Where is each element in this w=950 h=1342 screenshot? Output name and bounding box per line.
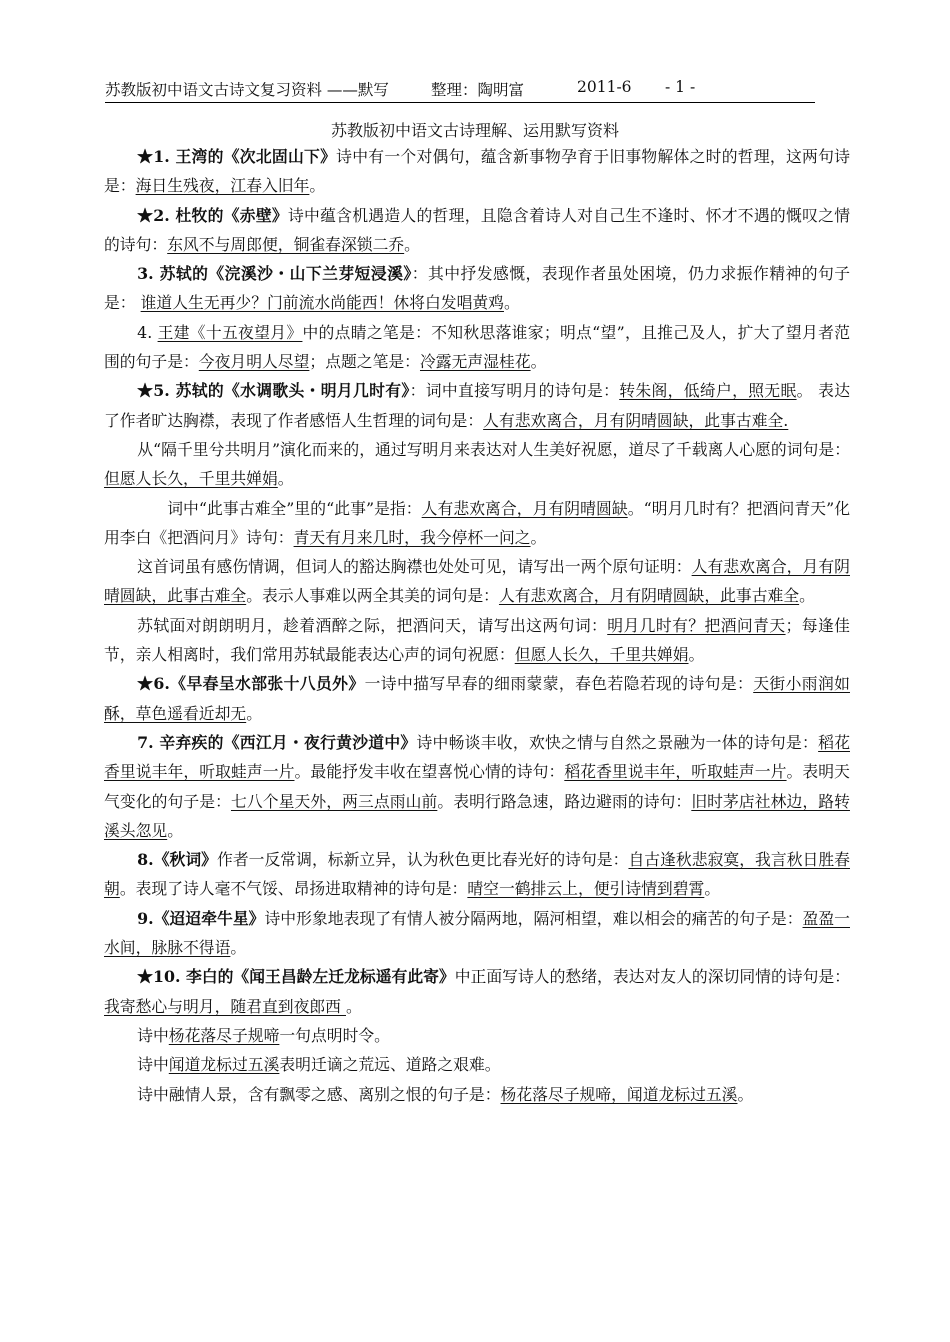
answer-text: 七八个星天外，两三点雨山前	[230, 791, 438, 811]
answer-text: 今夜月明人尽望	[198, 352, 310, 372]
answer-text: 盈盈一水间，脉脉不得语	[104, 908, 850, 958]
question-text: 一句点明时令。	[279, 1025, 390, 1045]
question-text: 一诗中描写早春的细雨蒙蒙，春色若隐若现的诗句是：	[364, 674, 754, 694]
document-title: 苏教版初中语文古诗理解、运用默写资料	[330, 121, 619, 140]
question-text: 中正面写诗人的愁绪，表达对友人的深切同情的诗句是：	[454, 967, 850, 987]
question-text: 。	[167, 820, 184, 840]
paragraph	[104, 962, 850, 1021]
poem-reference: ★5. 苏轼的《水调歌头・明月几时有》	[137, 381, 410, 401]
question-text: 。表明行路急速，路边避雨的诗句：	[437, 791, 692, 811]
answer-text: 转朱阁，低绮户，照无眠	[619, 381, 797, 401]
answer-text: 海日生残夜，江春入旧年	[135, 176, 310, 196]
answer-text: 天街小雨润如酥，草色遥看近却无	[104, 674, 850, 723]
answer-text: 谁道人生无再少？门前流水尚能西！休将白发唱黄鸡	[140, 293, 504, 313]
answer-text: 明月几时有？把酒问青天	[607, 615, 786, 635]
answer-text: 杨花落尽子规啼	[168, 1025, 280, 1045]
question-text: 作者一反常调，标新立异，认为秋色更比春光好的诗句是：	[217, 850, 629, 870]
question-text: ；点题之笔是：	[309, 352, 420, 372]
paragraph	[104, 259, 850, 318]
question-text: 诗中有一个对偶句，蕴含新事物孕育于旧事物解体之时的哲理，这两句诗是：	[104, 147, 850, 196]
poem-reference: ★1. 王湾的《次北固山下》	[137, 147, 337, 166]
poem-reference: ★10. 李白的《闻王昌龄左迁龙标遥有此寄》	[137, 967, 455, 987]
question-text: 。表明天气变化的句子是：	[104, 762, 850, 811]
question-text: 。	[345, 996, 362, 1016]
header-source: 苏教版初中语文古诗文复习资料 ——默写	[105, 81, 389, 99]
answer-text: 自古逢秋悲寂寞，我言秋日胜春朝	[104, 850, 850, 899]
question-text: 。表现了诗人毫不气馁、昂扬进取精神的诗句是：	[119, 879, 468, 899]
answer-text: 稻花香里说丰年，听取蛙声一片	[104, 732, 850, 782]
question-text: 。表示人事难以两全其美的词句是：	[246, 586, 499, 606]
paragraph	[104, 1021, 850, 1050]
question-text: 。 表达了作者旷达胸襟，表现了作者感悟人生哲理的词句是：	[104, 381, 850, 430]
header-date: 2011-6	[577, 78, 632, 96]
question-text: 。	[309, 176, 326, 196]
paragraph	[104, 1080, 850, 1109]
poem-reference: ★2. 杜牧的《赤壁》	[137, 205, 288, 225]
question-text: 诗中蕴含机遇造人的哲理，且隐含着诗人对自己生不逢时、怀才不遇的慨叹之情的诗句：	[104, 205, 850, 254]
answer-text: 人有悲欢离合，月有阴晴圆缺，此事古难全.	[483, 410, 789, 430]
question-text: 诗中畅谈丰收，欢快之情与自然之景融为一体的诗句是：	[416, 732, 819, 752]
question-text: 。	[530, 527, 547, 547]
question-text: 。	[530, 352, 547, 372]
poem-reference: 8.《秋词》	[137, 850, 217, 870]
question-text: 表明迁谪之荒远、道路之艰难。	[279, 1055, 501, 1075]
question-text: 。	[246, 703, 262, 723]
question-text: 。	[277, 469, 294, 489]
paragraph	[104, 435, 850, 494]
document-body	[104, 142, 850, 1109]
answer-text: 冷露无声湿桂花	[419, 352, 531, 372]
question-text: 。	[688, 645, 705, 665]
paragraph	[104, 201, 850, 260]
poem-reference: 7. 辛弃疾的《西江月・夜行黄沙道中》	[137, 732, 417, 752]
question-text: 词中“此事古难全”里的“此事”是指：	[167, 498, 422, 518]
question-text: 诗中	[137, 1025, 169, 1045]
answer-text: 王建《十五夜望月》	[157, 322, 303, 342]
paragraph	[104, 552, 850, 611]
answer-text: 人有悲欢离合，月有阴晴圆缺，此事古难全	[104, 557, 850, 606]
paragraph	[104, 318, 850, 377]
question-text: ：词中直接写明月的诗句是：	[409, 381, 620, 401]
question-text: 诗中形象地表现了有情人被分隔两地，隔河相望，难以相会的痛苦的句子是：	[264, 908, 803, 928]
answer-text: 青天有月来几时，我今停杯一问之	[293, 527, 531, 547]
question-text: 。“明月几时有？把酒问青天”化用李白《把酒问月》诗句：	[104, 498, 850, 547]
poem-reference: 3. 苏轼的《浣溪沙・山下兰芽短浸溪》	[137, 264, 412, 284]
question-text: 中的点睛之笔是：不知秋思落谁家；明点“望”，且推己及人，扩大了望月者范围的句子是：	[104, 322, 851, 372]
answer-text: 东风不与周郎便，铜雀春深锁二乔	[167, 234, 405, 254]
answer-text: 晴空一鹤排云上，便引诗情到碧霄	[467, 879, 705, 899]
answer-text: 稻花香里说丰年，听取蛙声一片	[564, 762, 787, 782]
question-text: 诗中融情人景，含有飘零之感、离别之恨的句子是：	[137, 1084, 501, 1104]
poem-reference: ★6.《早春呈水部张十八员外》	[137, 674, 365, 694]
paragraph	[104, 669, 850, 728]
paragraph	[104, 904, 850, 963]
question-text: 。	[404, 234, 420, 254]
question-text: 这首词虽有感伤情调，但词人的豁达胸襟也处处可见，请写出一两个原句证明：	[137, 557, 692, 577]
question-text: 。	[737, 1084, 754, 1104]
answer-text: 人有悲欢离合，月有阴晴圆缺	[421, 498, 628, 518]
answer-text: 但愿人长久，千里共婵娟	[514, 645, 689, 665]
question-text: ；每逢佳节，亲人相离时，我们常用苏轼最能表达心声的词句祝愿：	[104, 615, 850, 665]
paragraph	[104, 494, 850, 553]
answer-text: 杨花落尽子规啼，闻道龙标过五溪	[500, 1084, 738, 1104]
answer-text: 但愿人长久，千里共婵娟	[104, 469, 278, 489]
answer-text: 旧时茅店社林边，路转溪头忽见	[104, 791, 850, 840]
poem-reference: 9.《迢迢牵牛星》	[137, 908, 265, 928]
question-text: ：其中抒发感慨，表现作者虽处困境，仍力求振作精神的句子是：	[104, 264, 850, 313]
question-text: 。	[799, 586, 815, 606]
paragraph	[104, 728, 850, 845]
paragraph	[104, 142, 850, 201]
paragraph	[104, 1050, 850, 1079]
question-text: 苏轼面对朗朗明月，趁着酒醉之际，把酒问天，请写出这两句词：	[137, 615, 608, 635]
question-text: 4.	[137, 322, 158, 342]
header-editor: 整理：陶明富	[431, 81, 525, 99]
paragraph	[104, 845, 850, 904]
question-text: 。最能抒发丰收在望喜悦心情的诗句：	[294, 762, 565, 782]
question-text: 诗中	[137, 1055, 169, 1075]
page-header	[105, 74, 815, 103]
question-text: 。	[704, 879, 721, 899]
question-text: 。	[230, 938, 247, 958]
question-text: 从“隔千里兮共明月”演化而来的，通过写明月来表达对人生美好祝愿，道尽了千载离人心愿的词句是：	[137, 439, 850, 459]
header-page-number: - 1 -	[665, 78, 696, 96]
answer-text: 人有悲欢离合，月有阴晴圆缺，此事古难全	[498, 586, 800, 606]
question-text: 。	[503, 293, 520, 313]
answer-text: 闻道龙标过五溪	[168, 1055, 280, 1075]
paragraph	[104, 611, 850, 670]
answer-text: 我寄愁心与明月，随君直到夜郎西	[104, 996, 346, 1016]
paragraph	[104, 376, 850, 435]
